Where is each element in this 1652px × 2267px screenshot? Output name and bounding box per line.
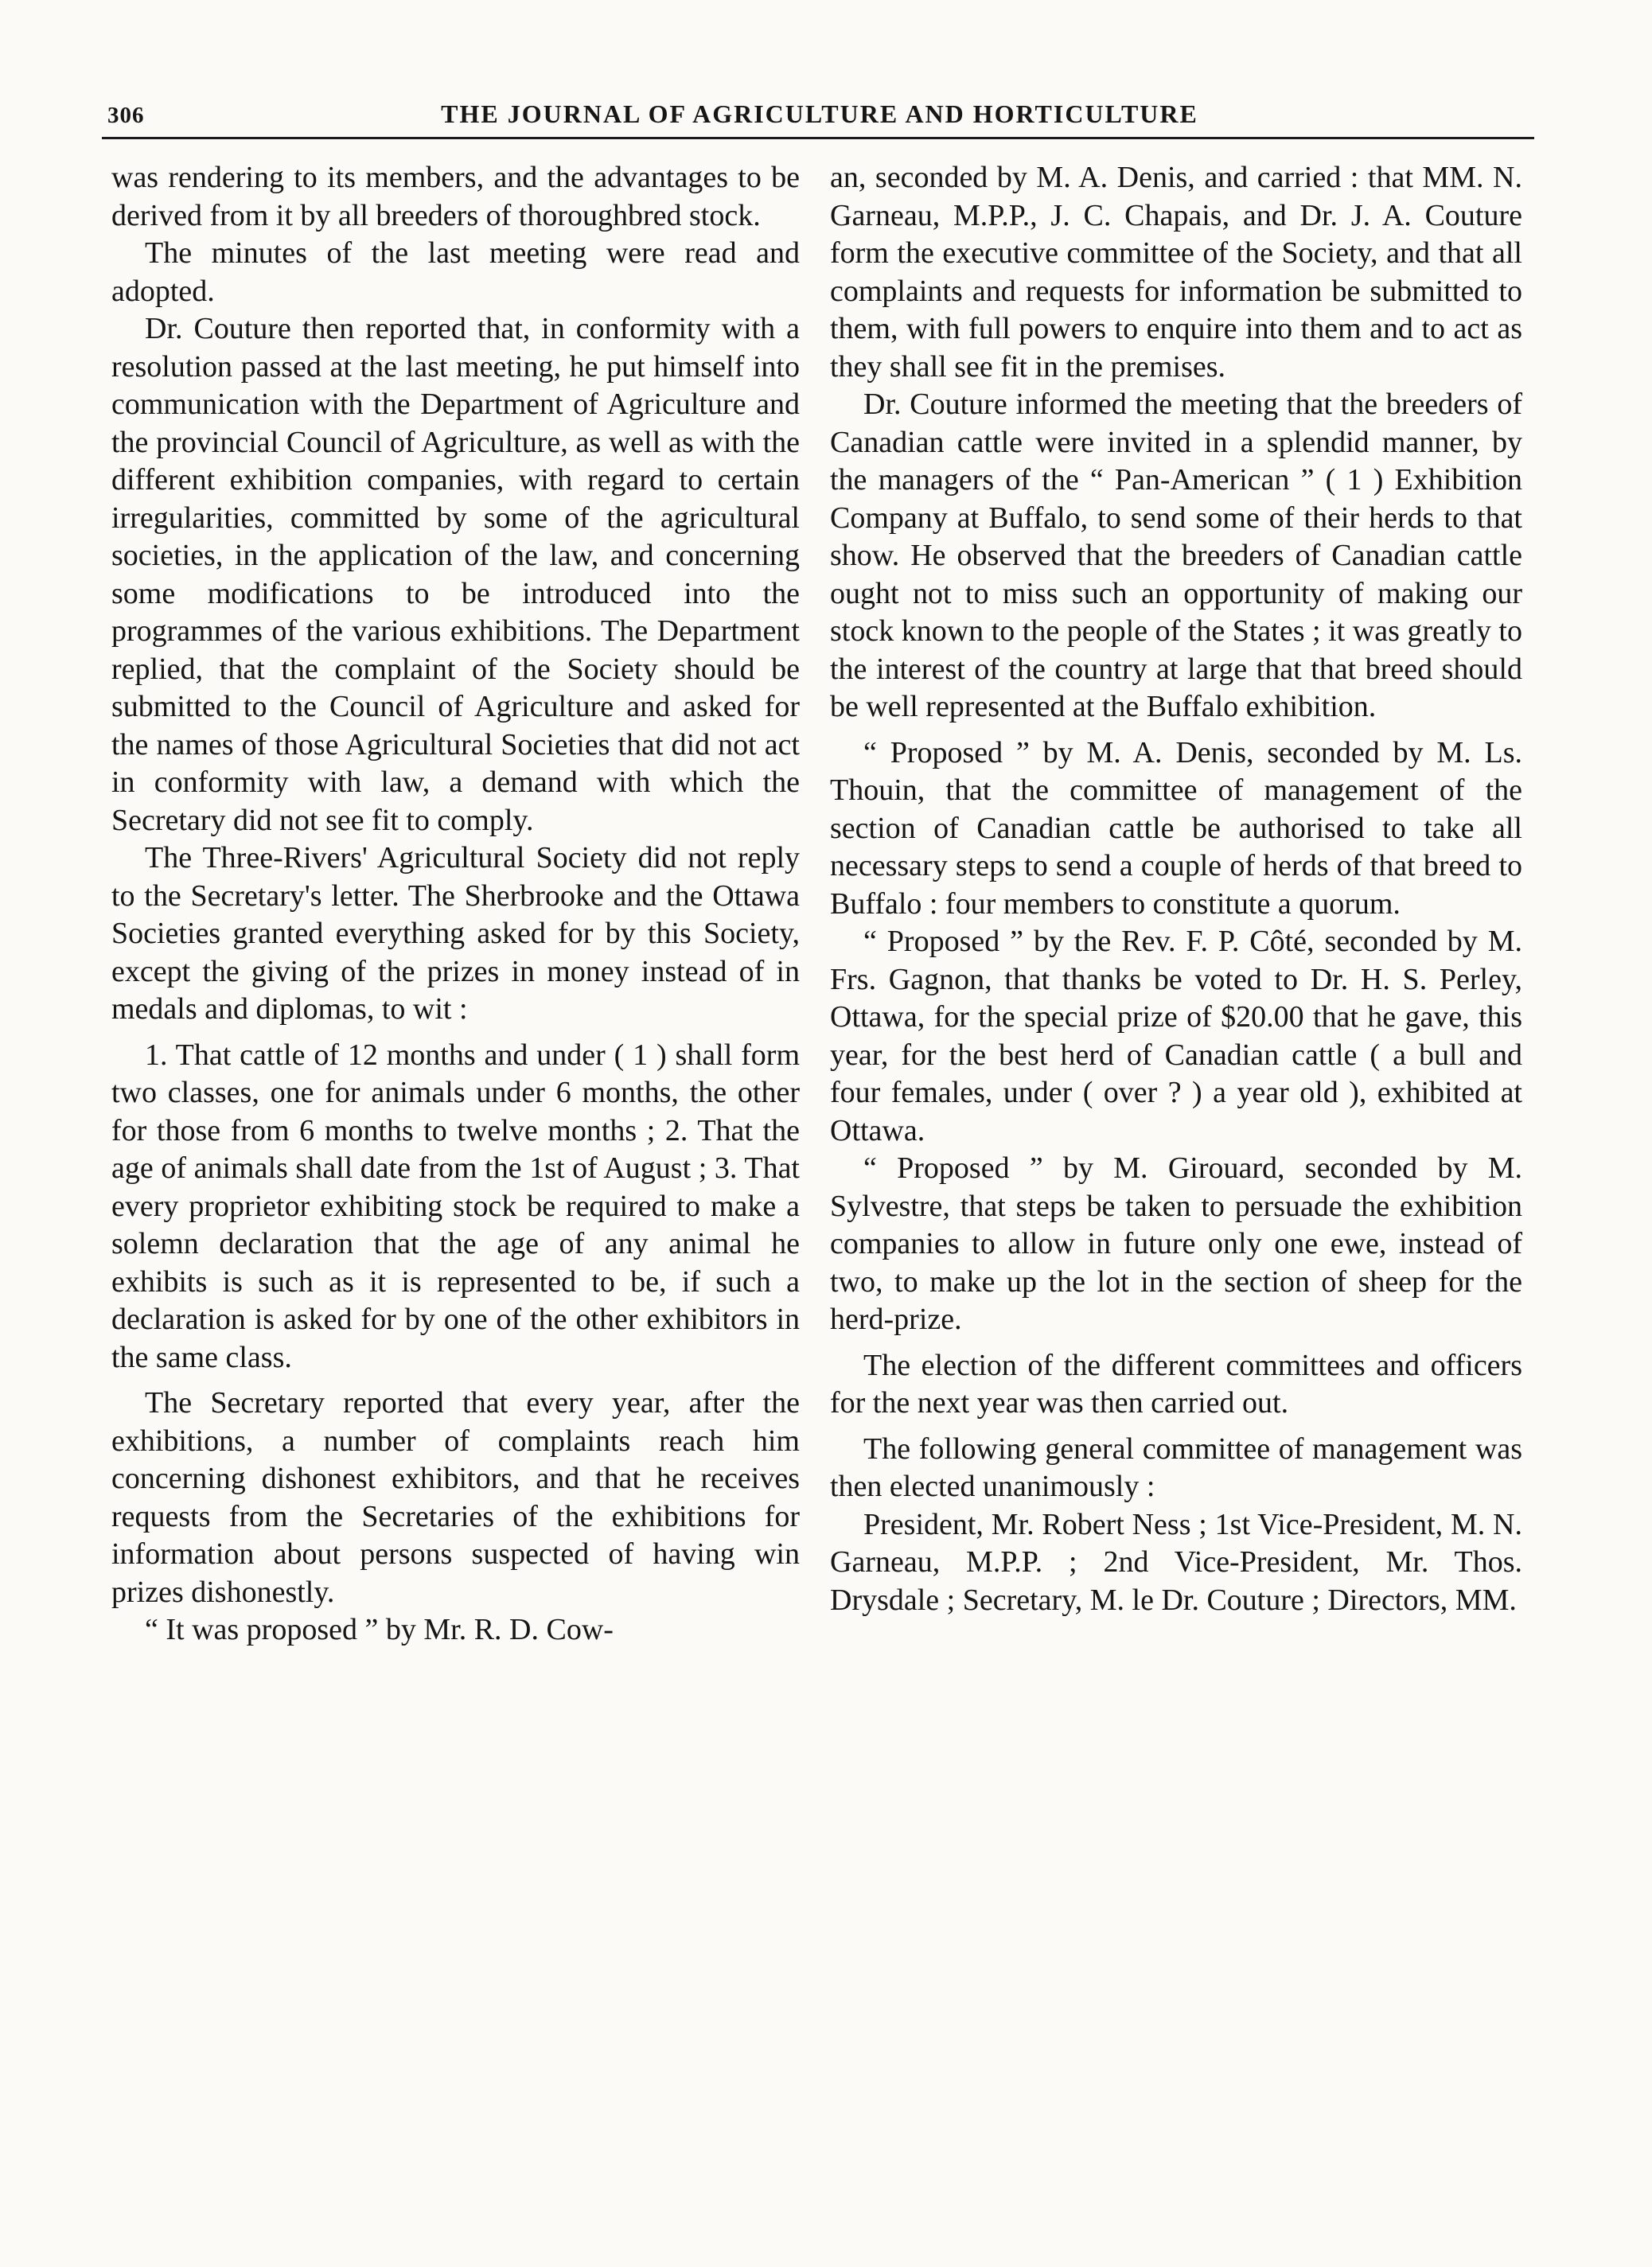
paragraph: 1. That cattle of 12 months and under ( 1 ) shall form two classes, one for animals under 6 months, the other for those from 6 months to twelve months ; 2. That the age of animals shall date from the 1st of August ; 3. That every proprietor exhibiting stock be required to make a solemn declaration that the age of any animal he exhibits is such as it is represented to be, if such a declaration is asked for by one of the other exhibitors in the same class.: [111, 1038, 800, 1374]
page-number: 306: [107, 103, 145, 128]
paragraph: President, Mr. Robert Ness ; 1st Vice-President, M. N. Garneau, M.P.P. ; 2nd Vice-President, Mr. Thos. Drysdale ; Secretary, M. le Dr. Couture ; Directors, MM.: [830, 1507, 1522, 1617]
paragraph: an, seconded by M. A. Denis, and carried : that MM. N. Garneau, M.P.P., J. C. Chapais, and Dr. J. A. Couture form the executive committee of the Society, and that all complaints and requests for information be submitted to them, with full powers to enquire into them and to act as they shall see fit in the premises.: [830, 161, 1522, 384]
header-rule: [102, 137, 1534, 139]
page-header: [107, 99, 1532, 147]
paragraph: “ Proposed ” by the Rev. F. P. Côté, seconded by M. Frs. Gagnon, that thanks be voted to Dr. H. S. Perley, Ottawa, for the special prize of $20.00 that he gave, this year, for the best herd of Canadian cattle ( a bull and four females, under ( over ? ) a year old ), exhibited at Ottawa.: [830, 925, 1522, 1147]
paragraph: The minutes of the last meeting were read and adopted.: [111, 236, 800, 308]
paragraph: “ It was proposed ” by Mr. R. D. Cow-: [145, 1613, 614, 1646]
paragraph: “ Proposed ” by M. A. Denis, seconded by M. Ls. Thouin, that the committee of management of the section of Canadian cattle be authorised to take all necessary steps to send a couple of herds of that breed to Buffalo : four members to constitute a quorum.: [830, 735, 1522, 921]
running-title: THE JOURNAL OF AGRICULTURE AND HORTICULTURE: [441, 99, 1198, 128]
paragraph: Dr. Couture then reported that, in conformity with a resolution passed at the last meeting, he put himself into communication with the Department of Agriculture and the provincial Council of Agriculture, as well as with the different exhibition companies, with regard to certain irregularities, committed by some of the agricultural societies, in the application of the law, and concerning some modifications to be introduced into the programmes of the various exhibitions. The Department replied, that the complaint of the Society should be submitted to the Council of Agriculture and asked for the names of those Agricultural Societies that did not act in conformity with law, a demand with which the Secretary did not see fit to comply.: [111, 312, 800, 837]
left-column: [111, 159, 800, 1650]
paragraph: The Secretary reported that every year, after the exhibitions, a number of complaints reach him concerning dishonest exhibitors, and that he receives requests from the Secretaries of the exhibitions for information about persons suspected of having win prizes dishonestly.: [111, 1386, 800, 1609]
paragraph: Dr. Couture informed the meeting that the breeders of Canadian cattle were invited in a splendid manner, by the managers of the “ Pan-American ” ( 1 ) Exhibition Company at Buffalo, to send some of their herds to that show. He observed that the breeders of Canadian cattle ought not to miss such an opportunity of making our stock known to the people of the States ; it was greatly to the interest of the country at large that that breed should be well represented at the Buffalo exhibition.: [830, 388, 1522, 723]
paragraph: The election of the different committees and officers for the next year was then carried out.: [830, 1348, 1522, 1420]
paragraph: “ Proposed ” by M. Girouard, seconded by M. Sylvestre, that steps be taken to persuade the exhibition companies to allow in future only one ewe, instead of two, to make up the lot in the section of sheep for the herd-prize.: [830, 1151, 1522, 1336]
paragraph: was rendering to its members, and the advantages to be derived from it by all breeders of thoroughbred stock.: [111, 161, 800, 232]
paragraph: The Three-Rivers' Agricultural Society did not reply to the Secretary's letter. The Sherbrooke and the Ottawa Societies granted everything asked for by this Society, except the giving of the prizes in money instead of in medals and diplomas, to wit :: [111, 841, 800, 1026]
paragraph: The following general committee of management was then elected unanimously :: [830, 1431, 1522, 1503]
right-column: [830, 159, 1522, 1619]
